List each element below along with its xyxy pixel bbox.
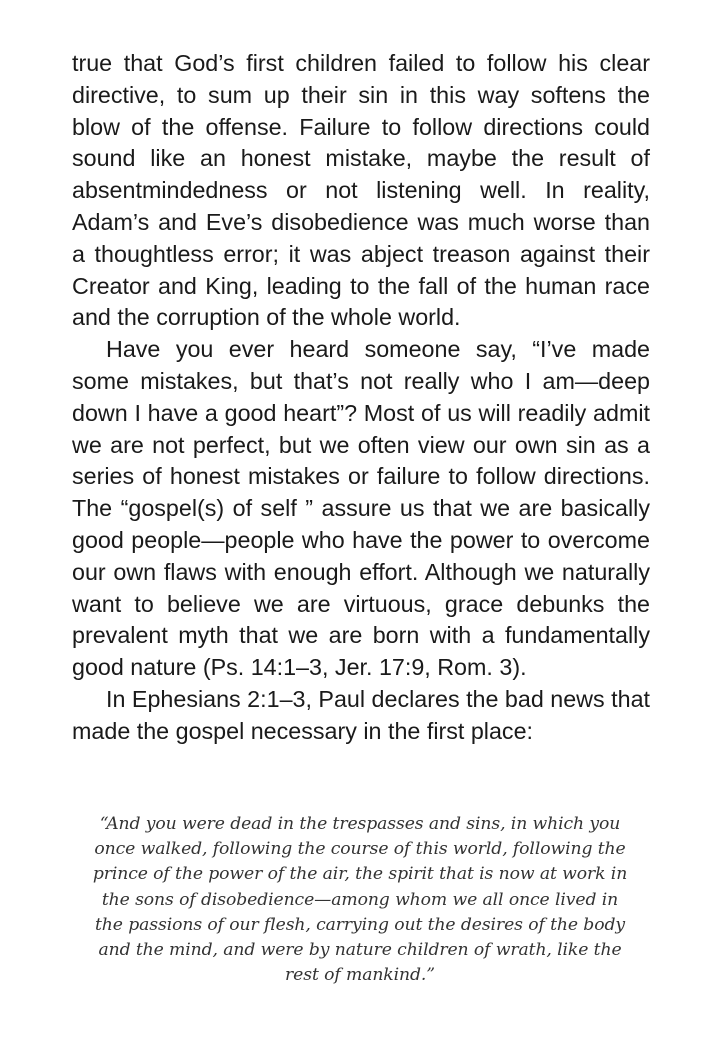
paragraph-continuation: true that God’s first children failed to follow his clear directive, to sum up their sin in this way softens the blow of the offense. Failure to follow directions could sound like an honest mistake, maybe the result of absentmindedness or not listening well. In reality, Adam’s and Eve’s disobedience was much worse than a thoughtless error; it was abject treason against their Creator and King, leading to the fall of the human race and the corruption of the whole world. — [72, 50, 650, 331]
paragraph-mistakes: Have you ever heard someone say, “I’ve made some mistakes, but that’s not really who I am—deep down I have a good heart”? Most of us will readily admit we are not perfect, but we often view our own sin as a series of honest mistakes or failure to follow directions. The “gospel(s) of self ” assure us that we are basically good people—people who have the power to overcome our own flaws with enough effort. Although we naturally want to believe we are virtuous, grace debunks the prevalent myth that we are born with a fundamentally good nature (Ps. 14:1–3, Jer. 17:9, Rom. 3). — [72, 336, 650, 681]
scripture-quote: “And you were dead in the trespasses and sins, in which you once walked, following the course of this world, following the prince of the power of the air, the spirit that is now at work in the sons of disobedience—among whom we all once lived in the passions of our flesh, carrying out the desires of the body and the mind, and were by nature children of wrath, like the rest of mankind.” — [92, 814, 628, 986]
paragraph-ephesians-intro: In Ephesians 2:1–3, Paul declares the bad news that made the gospel necessary in the first place: — [72, 685, 650, 744]
page-body — [72, 48, 650, 748]
